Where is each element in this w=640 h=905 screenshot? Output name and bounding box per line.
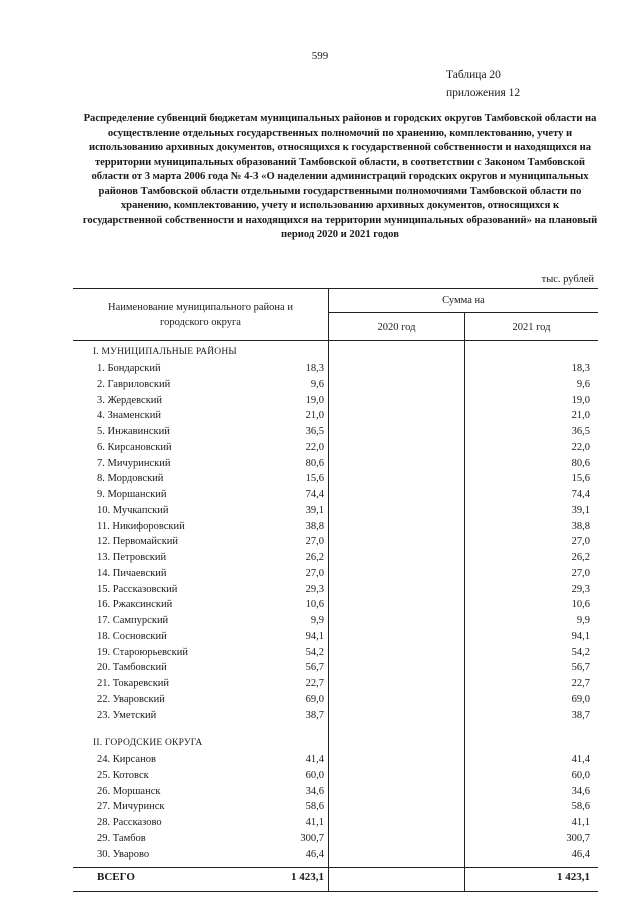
row-name: 30. Уварово [97,848,150,860]
value-2021: 39,1 [571,504,590,516]
value-2021: 46,4 [571,848,590,860]
value-2020: 9,6 [310,378,324,390]
header-bottom-border [73,340,598,341]
value-2021: 9,9 [576,615,590,626]
table-row [73,710,598,726]
value-2021: 38,8 [571,520,590,532]
row-name: 20. Тамбовский [97,662,167,674]
header-sub-divider [328,312,598,313]
value-2020: 22,0 [305,441,324,453]
value-2021: 26,2 [571,552,590,563]
table-row [73,505,598,521]
table-row [73,647,598,663]
table-row [73,678,598,694]
page-number: 599 [311,50,329,62]
value-2020: 80,6 [305,457,324,469]
value-2021: 34,6 [571,785,590,797]
value-2020: 9,9 [310,615,324,626]
table-row [73,754,598,770]
row-name: 8. Мордовский [97,473,164,485]
table-row [73,662,598,678]
value-2020: 46,4 [305,848,324,860]
appendix-number: приложения 12 [446,87,521,99]
row-name: 18. Сосновский [97,630,167,642]
value-2021: 9,6 [576,378,590,390]
row-name: 24. Кирсанов [97,754,156,765]
row-name: 4. Знаменский [97,410,161,422]
table-row [73,521,598,537]
value-2020: 19,0 [305,394,324,406]
row-name: 2. Гавриловский [97,378,171,390]
row-name: 27. Мичуринск [97,801,165,813]
value-2021: 27,0 [571,567,590,579]
row-name: 19. Староюрьевский [97,646,188,658]
table-row [73,458,598,474]
budget-table [73,288,598,892]
table-reference [446,66,520,102]
value-2021: 36,5 [571,426,590,437]
value-2020: 74,4 [305,489,324,500]
row-name: 14. Пичаевский [97,567,167,579]
table-row [73,410,598,426]
units-label: тыс. рублей [541,274,594,285]
value-2021: 29,3 [571,583,590,595]
row-name: 15. Рассказовский [97,583,178,595]
table-top-border [73,288,598,289]
value-2020: 18,3 [305,363,324,374]
total-label: ВСЕГО [97,871,135,883]
table-row [73,833,598,849]
value-2020: 10,6 [305,599,324,611]
row-name: 29. Тамбов [97,832,146,844]
value-2021: 19,0 [571,394,590,406]
value-2021: 18,3 [571,363,590,374]
total-top-border [73,867,598,868]
value-2021: 22,0 [571,441,590,453]
value-2020: 36,5 [305,426,324,437]
value-2020: 22,7 [305,678,324,689]
sum-column-header: Сумма на [442,295,485,306]
value-2020: 41,4 [305,754,324,765]
value-2020: 26,2 [305,552,324,563]
year-2020-header: 2020 год [377,322,416,333]
table-row [73,599,598,615]
table-row [73,395,598,411]
table-row [73,770,598,786]
value-2020: 34,6 [305,785,324,797]
table-row [73,615,598,631]
value-2020: 21,0 [305,410,324,422]
table-number: Таблица 20 [446,69,501,81]
value-2021: 94,1 [571,630,590,642]
table-bottom-border [73,891,598,892]
row-name: 1. Бондарский [97,363,161,374]
value-2020: 56,7 [305,662,324,674]
row-name: 26. Моршанск [97,785,161,797]
value-2020: 58,6 [305,801,324,813]
value-2020: 94,1 [305,630,324,642]
value-2021: 15,6 [571,473,590,485]
row-name: 6. Кирсановский [97,441,172,453]
total-2020: 1 423,1 [291,871,324,883]
row-name: 7. Мичуринский [97,457,171,469]
section-heading-cities: II. ГОРОДСКИЕ ОКРУГА [93,738,203,748]
row-name: 10. Мучкапский [97,504,169,516]
table-row [73,817,598,833]
row-name: 17. Сампурский [97,615,169,626]
value-2021: 41,4 [571,754,590,765]
table-row [73,694,598,710]
value-2020: 69,0 [305,693,324,705]
value-2021: 27,0 [571,536,590,548]
value-2021: 38,7 [571,709,590,721]
value-2021: 69,0 [571,693,590,705]
table-row [73,552,598,568]
year-2021-header: 2021 год [512,322,551,333]
value-2020: 38,8 [305,520,324,532]
row-name: 23. Уметский [97,709,157,721]
value-2020: 15,6 [305,473,324,485]
value-2021: 56,7 [571,662,590,674]
value-2020: 27,0 [305,567,324,579]
value-2020: 29,3 [305,583,324,595]
row-name: 9. Моршанский [97,489,167,500]
value-2021: 58,6 [571,801,590,813]
table-row [73,786,598,802]
table-row [73,379,598,395]
table-row [73,849,598,865]
value-2021: 21,0 [571,410,590,422]
row-name: 3. Жердевский [97,394,163,406]
row-name: 12. Первомайский [97,536,179,548]
table-row [73,801,598,817]
value-2020: 60,0 [305,769,324,781]
row-name: 21. Токаревский [97,678,170,689]
table-row [73,473,598,489]
value-2020: 27,0 [305,536,324,548]
value-2021: 22,7 [571,678,590,689]
value-2020: 300,7 [300,832,324,844]
value-2021: 80,6 [571,457,590,469]
value-2021: 74,4 [571,489,590,500]
row-name: 22. Уваровский [97,693,165,705]
document-title: Распределение субвенций бюджетам муниципальных районов и городских округов Тамбовской области на осуществление отдельных государственных полномочий по хранению, комплектованию, учету и использованию архивных документов, относящихся к государственной собственности и находящихся на территории муниципальных образований Тамбовской области, в соответствии с Законом Тамбовской области от 3 марта 2006 года № 4-З «О наделении администраций городских округов и муниципальных районов Тамбовской области отдельными государственными полномочиями Тамбовской области по хранению, комплектованию, учету и использованию архивных документов, относящихся к государственной собственности и находящихся на территории муниципальных образований» на плановый период 2020 и 2021 годов [82,113,598,240]
value-2021: 54,2 [571,646,590,658]
table-row [73,442,598,458]
value-2020: 39,1 [305,504,324,516]
table-row [73,489,598,505]
name-column-header: Наименование муниципального района и городского округа [108,302,293,328]
value-2020: 54,2 [305,646,324,658]
value-2021: 60,0 [571,769,590,781]
value-2021: 300,7 [566,832,590,844]
row-name: 25. Котовск [97,769,149,781]
table-row [73,568,598,584]
row-name: 28. Рассказово [97,817,162,828]
value-2020: 38,7 [305,709,324,721]
row-name: 11. Никифоровский [97,520,185,532]
value-2021: 10,6 [571,599,590,611]
table-row [73,426,598,442]
table-row [73,631,598,647]
table-row [73,584,598,600]
table-row [73,363,598,379]
section-heading-districts: I. МУНИЦИПАЛЬНЫЕ РАЙОНЫ [93,347,237,357]
row-name: 5. Инжавинский [97,426,170,437]
row-name: 13. Петровский [97,552,167,563]
table-row [73,536,598,552]
value-2020: 41,1 [305,817,324,828]
row-name: 16. Ржаксинский [97,599,173,611]
value-2021: 41,1 [571,817,590,828]
total-2021: 1 423,1 [557,871,590,883]
